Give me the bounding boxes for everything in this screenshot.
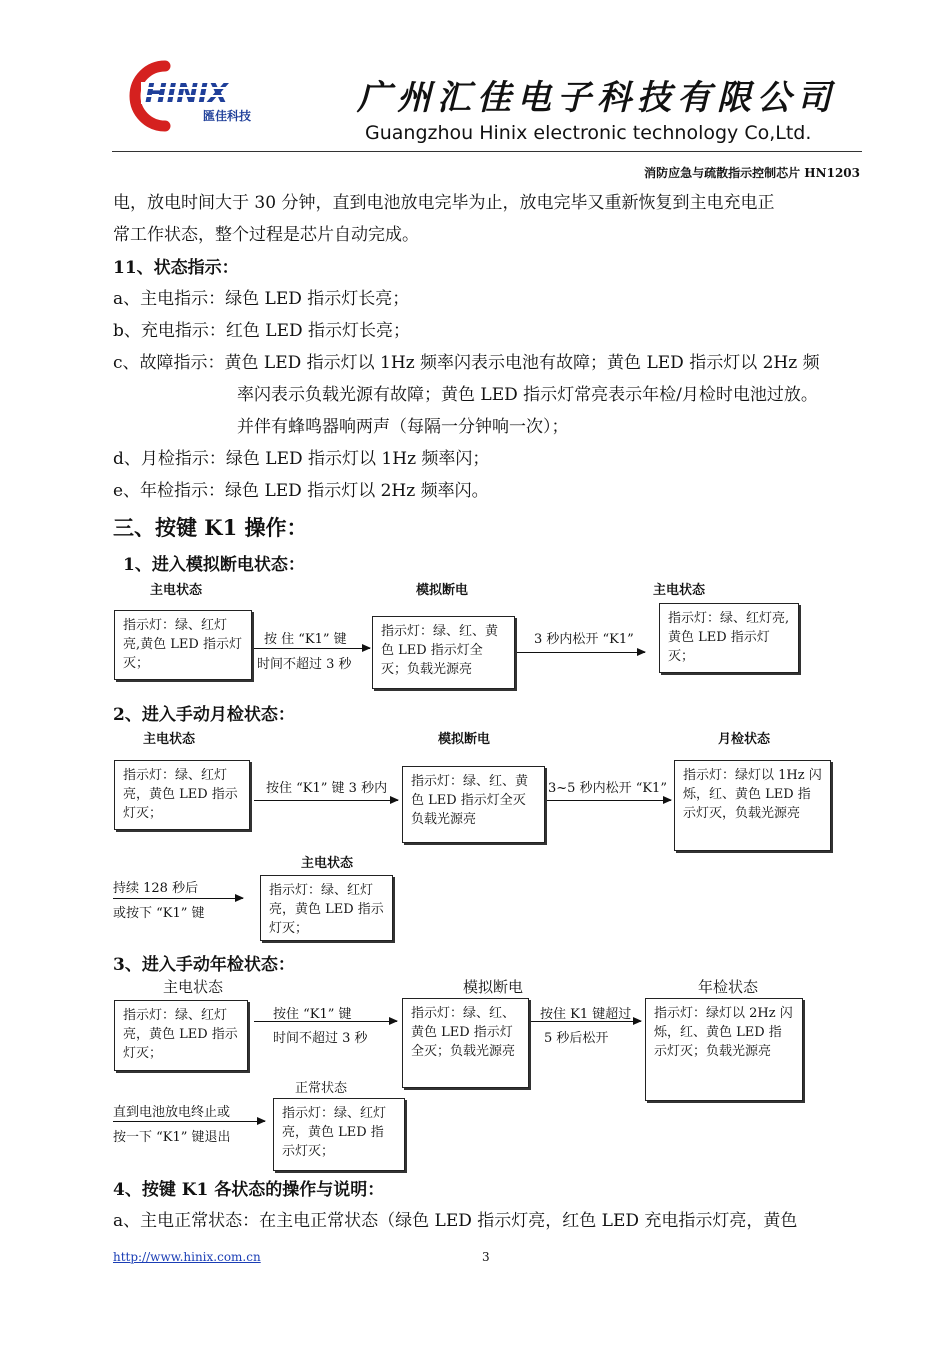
transition-arrow [113,1121,265,1122]
transition-label: 3~5 秒内松开 “K1” [548,781,667,796]
state-box: 指示灯：绿灯以 2Hz 闪烁，红、黄色 LED 指示灯灭；负载光源亮 [645,998,803,1101]
list-item: b、充电指示：红色 LED 指示灯长亮； [113,321,411,341]
transition-label: 时间不超过 3 秒 [273,1031,368,1046]
paragraph-line: 常工作状态，整个过程是芯片自动完成。 [113,225,419,245]
state-header: 月检状态 [718,732,771,747]
diagram-title: 1、进入模拟断电状态： [123,555,305,575]
transition-label: 时间不超过 3 秒 [257,657,352,672]
state-header: 模拟断电 [416,583,469,598]
state-header: 主电状态 [143,732,196,747]
state-header: 模拟断电 [463,978,524,996]
state-header: 主电状态 [653,583,706,598]
state-box: 指示灯：绿、红、黄色 LED 指示灯全灭负载光源亮 [402,766,545,843]
transition-arrow [254,1021,397,1022]
transition-label: 5 秒后松开 [544,1031,609,1046]
transition-label: 按 住 “K1” 键 [264,632,347,647]
transition-label: 按住 “K1” 键 3 秒内 [266,781,388,796]
logo-subtext: 匯佳科技 [203,109,252,123]
diagram-title: 4、按键 K1 各状态的操作与说明： [113,1180,385,1200]
diagram-title: 2、进入手动月检状态： [113,705,295,725]
state-header: 正常状态 [295,1081,348,1096]
transition-arrow [547,800,671,801]
company-name-cn: 广州汇佳电子科技有限公司 [357,78,837,118]
list-item-continued: 并伴有蜂鸣器响两声（每隔一分钟响一次）； [237,417,569,437]
paragraph-line: 电，放电时间大于 30 分钟，直到电池放电完毕为止，放电完毕又重新恢复到主电充电正 [113,193,775,213]
transition-label: 按一下 “K1” 键退出 [113,1130,231,1145]
transition-label: 按住 “K1” 键 [273,1007,352,1022]
state-box: 指示灯：绿、红灯亮，黄色 LED 指示灯灭； [114,1000,248,1071]
paragraph-line: a、主电正常状态：在主电正常状态（绿色 LED 指示灯亮，红色 LED 充电指示灯亮，黄色 [113,1211,798,1231]
header-divider [112,151,862,152]
company-name-en: Guangzhou Hinix electronic technology Co,Ltd. [365,122,812,144]
transition-arrow [531,1021,641,1022]
state-header: 年检状态 [698,978,759,996]
transition-arrow [517,652,645,653]
list-item: a、主电指示：绿色 LED 指示灯长亮； [113,289,410,309]
state-box: 指示灯：绿、红灯亮，黄色 LED 指示灯灭； [114,760,250,830]
company-logo [125,60,275,132]
document-title: 消防应急与疏散指示控制芯片 HN1203 [644,166,860,180]
state-box: 指示灯：绿、红灯亮,黄色 LED 指示灯灭； [114,610,252,680]
state-box: 指示灯：绿、红灯亮,黄色 LED 指示灯灭； [659,603,799,673]
state-box: 指示灯：绿、红灯亮，黄色 LED 指示灯灭； [260,875,393,941]
state-header: 主电状态 [301,856,354,871]
state-box: 指示灯：绿、红、黄色 LED 指示灯全灭；负载光源亮 [372,616,515,689]
list-item: d、月检指示：绿色 LED 指示灯以 1Hz 频率闪； [113,449,490,469]
state-box: 指示灯：绿、红灯亮，黄色 LED 指示灯灭； [273,1098,405,1171]
state-box: 指示灯：绿、红、黄色 LED 指示灯全灭；负载光源亮 [402,998,529,1088]
transition-label: 3 秒内松开 “K1” [534,632,634,647]
transition-label: 持续 128 秒后 [113,881,199,896]
state-header: 模拟断电 [438,732,491,747]
section-heading: 11、状态指示： [113,258,239,278]
state-box: 指示灯：绿灯以 1Hz 闪烁，红、黄色 LED 指示灯灭，负载光源亮 [674,760,831,851]
state-header: 主电状态 [163,978,224,996]
transition-label: 按住 K1 键超过 [540,1007,632,1022]
transition-arrow [113,898,243,899]
transition-arrow [254,648,370,649]
state-header: 主电状态 [150,583,203,598]
list-item: c、故障指示：黄色 LED 指示灯以 1Hz 频率闪表示电池有故障；黄色 LED 指示灯以 2Hz 频 [113,353,820,373]
chapter-heading: 三、按键 K1 操作： [113,515,308,540]
transition-label: 直到电池放电终止或 [113,1105,231,1120]
page-number: 3 [482,1250,490,1264]
diagram-title: 3、进入手动年检状态： [113,955,295,975]
transition-arrow [254,800,398,801]
transition-label: 或按下 “K1” 键 [113,906,205,921]
list-item: e、年检指示：绿色 LED 指示灯以 2Hz 频率闪。 [113,481,489,501]
website-link[interactable]: http://www.hinix.com.cn [113,1250,261,1264]
list-item-continued: 率闪表示负载光源有故障；黄色 LED 指示灯常亮表示年检/月检时电池过放。 [237,385,818,405]
logo-text: HINIX [145,79,228,109]
